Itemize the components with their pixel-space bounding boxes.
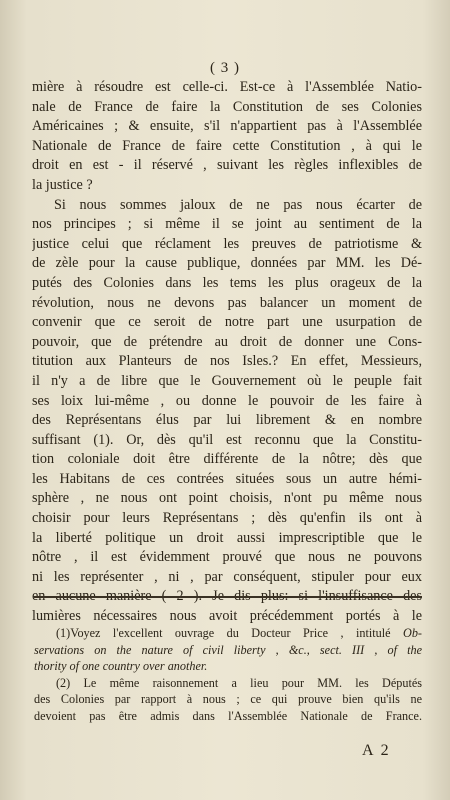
body-text (32, 78, 422, 627)
text-line: ses loix lui-même , ou donne le pouvoir de les faire à (32, 392, 422, 409)
text-line: mière à résoudre est celle-ci. Est-ce à l'Assemblée Natio- (32, 79, 422, 95)
text-line: les Habitans de ces contrées situées sous un autre hémi- (32, 470, 422, 487)
footnote-line: thority of one country over another. (34, 659, 208, 673)
text-line: convenir que ce seroit de notre part une usurpation de (32, 314, 422, 331)
text-line: titution aux Planteurs de nos Isles.? En effet, Messieurs, (32, 353, 422, 370)
text-line: de zèle pour la cause publique, données par MM. les Dé- (32, 255, 422, 272)
text-line: justice celui que réclament les preuves de patriotisme & (32, 235, 422, 252)
footnote-text: (1)Voyez l'excellent ouvrage du Docteur Price , intitulé (56, 626, 391, 640)
page-number: ( 3 ) (210, 60, 240, 76)
text-line: putés des Colonies dans les tems les plus orageux de la (32, 274, 422, 291)
footnote-line (34, 625, 422, 642)
footnote-1 (34, 625, 422, 675)
footnote-line: devoient pas être admis dans l'Assemblée Nationale de France. (34, 708, 422, 723)
footnote-italic-text: Ob- (390, 626, 422, 640)
text-line: Américaines ; & ensuite, s'il n'appartient pas à l'Assemblée (32, 118, 422, 135)
text-line: des Représentans élus par lui librement & en nombre (32, 412, 422, 429)
text-line: révolution, nous ne devons pas balancer un moment de (32, 294, 422, 311)
text-line: suffisant (1). Or, dès qu'il est reconnu que la Constitu- (32, 431, 422, 448)
footnote-2 (34, 675, 422, 725)
text-line: en aucune manière ( 2 ). Je dis plus: si l'insuffisance des (32, 588, 422, 605)
text-line: Nationale de France de faire cette Constitution , à qui le (32, 137, 422, 154)
footnote-line: (2) Le même raisonnement a lieu pour MM. les Députés (56, 675, 422, 690)
text-line: nos principes ; si même il se joint au sentiment de la (32, 216, 422, 233)
text-line: la justice ? (32, 176, 93, 193)
text-line: droit en est - il réservé , suivant les règles inflexibles de (32, 157, 422, 174)
footnotes (34, 625, 422, 724)
text-line: nale de France de faire la Constitution de ses Colonies (32, 98, 422, 115)
footnote-line: des Colonies par rapport à nous ; ce qui prouve bien qu'ils ne (34, 692, 422, 706)
text-line: il n'y a de libre que le Gouvernement où le peuple fait (32, 372, 422, 389)
footnote-separator-rule (34, 596, 422, 598)
text-line: tion coloniale doit être différente de la nôtre; dès que (32, 451, 422, 468)
text-line: choisir pour leurs Représentans ; dès qu'enfin ils ont à (32, 510, 422, 527)
text-line: nôtre , il est évidemment prouvé que nous ne pouvons (32, 549, 422, 566)
footnote-line: servations on the nature of civil liberty , &c., sect. III , of the (34, 642, 422, 657)
text-line: sphère , ne nous ont point choisis, n'ont pu même nous (32, 490, 422, 507)
text-line: pouvoir, que de prétendre au droit de donner une Cons- (32, 333, 422, 350)
paragraph-start-line: Si nous sommes jaloux de ne pas nous écarter de (54, 196, 422, 213)
text-line: lumières nécessaires nous avoit précédemment portés à le (32, 608, 422, 625)
text-line: ni les représenter , ni , par conséquent, stipuler pour eux (32, 568, 422, 585)
signature-mark: A 2 (362, 742, 391, 759)
text-line: la liberté politique un droit aussi imprescriptible que le (32, 529, 422, 546)
